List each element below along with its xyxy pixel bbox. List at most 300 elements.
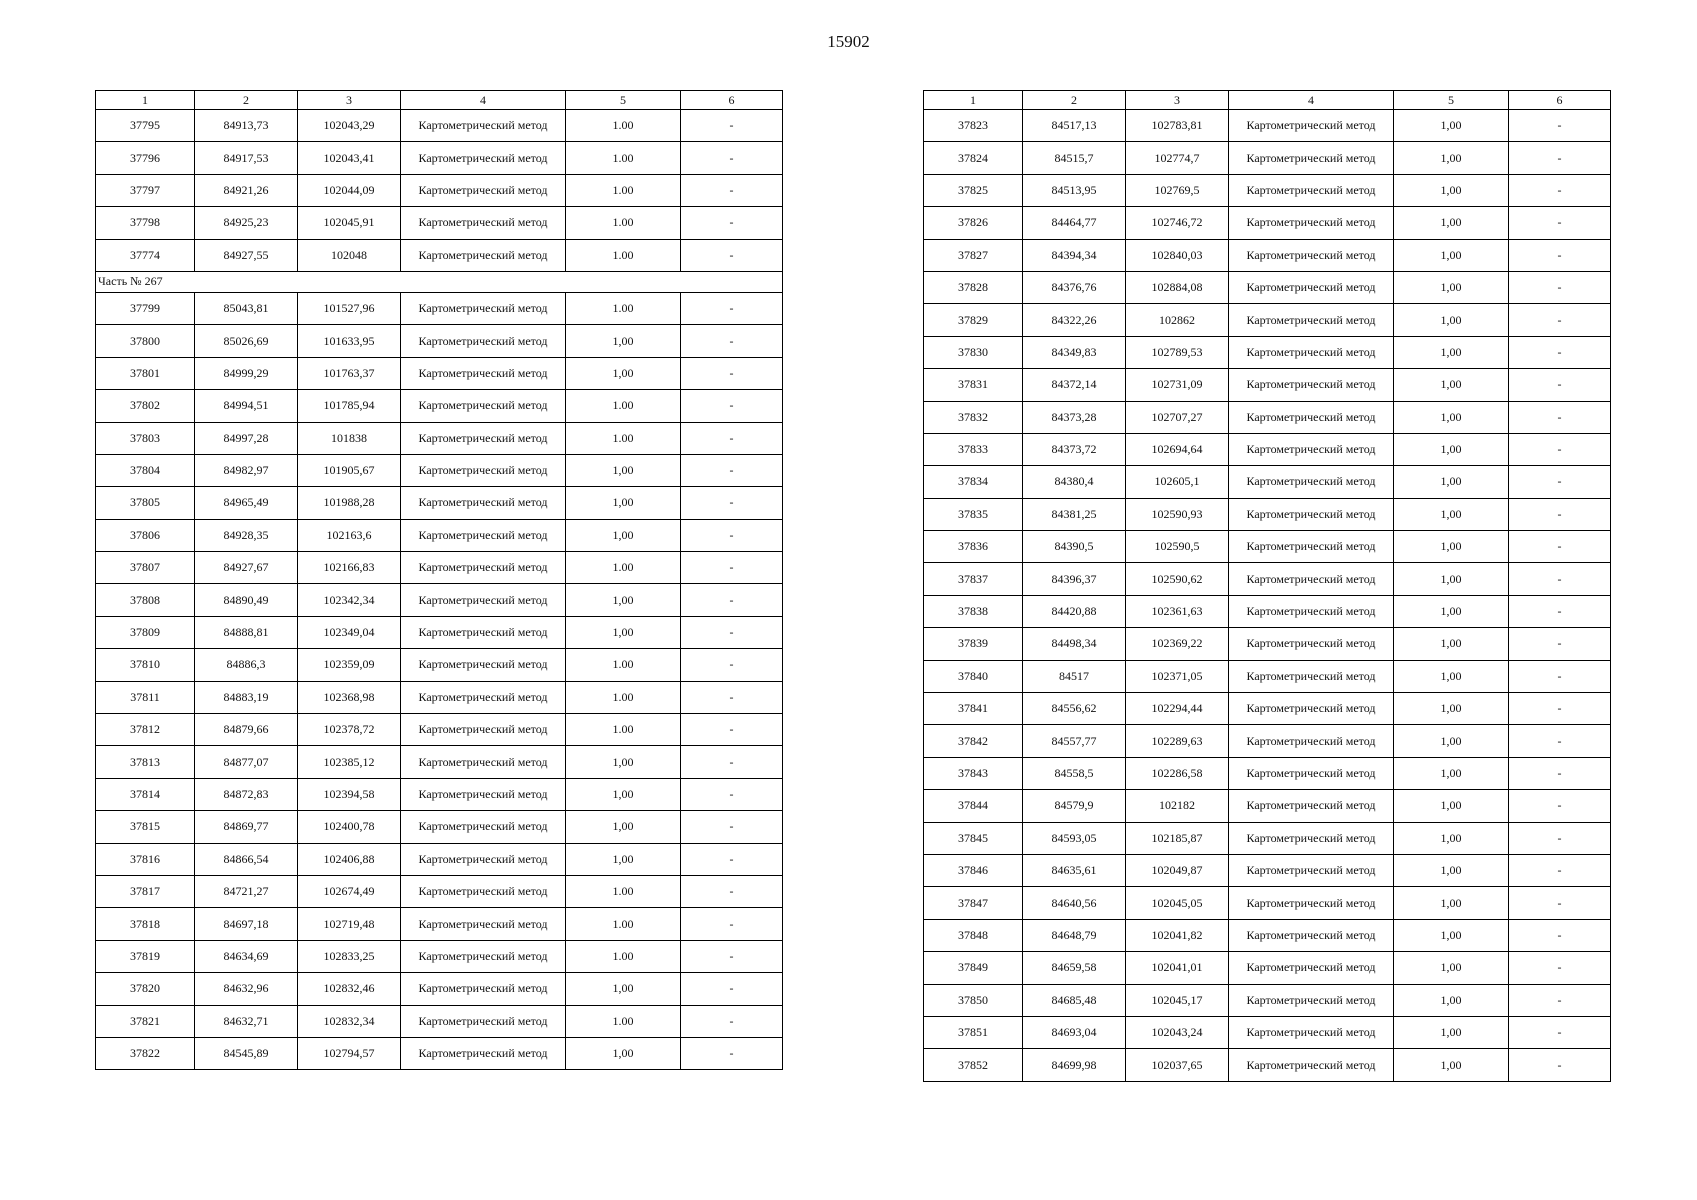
- table-row: [96, 875, 783, 907]
- cell-note: -: [1509, 466, 1611, 498]
- table-row: [96, 487, 783, 519]
- cell-coordinate-x: 84396,37: [1023, 563, 1126, 595]
- cell-accuracy: 1,00: [566, 973, 681, 1005]
- cell-method: Картометрический метод: [401, 908, 566, 940]
- cell-note: -: [1509, 498, 1611, 530]
- table-row: [96, 325, 783, 357]
- table-row: [96, 110, 783, 142]
- cell-point-number: 37805: [96, 487, 195, 519]
- cell-coordinate-x: 84927,55: [195, 239, 298, 271]
- cell-note: -: [1509, 822, 1611, 854]
- cell-note: -: [681, 390, 783, 422]
- column-header-2: 2: [1023, 91, 1126, 110]
- table-row: [96, 746, 783, 778]
- cell-coordinate-y: 102400,78: [298, 811, 401, 843]
- cell-coordinate-x: 84376,76: [1023, 271, 1126, 303]
- cell-coordinate-x: 84721,27: [195, 875, 298, 907]
- cell-coordinate-x: 84928,35: [195, 519, 298, 551]
- cell-point-number: 37806: [96, 519, 195, 551]
- cell-coordinate-y: 102694,64: [1126, 433, 1229, 465]
- cell-note: -: [681, 325, 783, 357]
- column-header-1: 1: [96, 91, 195, 110]
- table-row: [924, 531, 1611, 563]
- cell-method: Картометрический метод: [1229, 952, 1394, 984]
- cell-method: Картометрический метод: [1229, 660, 1394, 692]
- cell-coordinate-x: 84699,98: [1023, 1049, 1126, 1081]
- cell-method: Картометрический метод: [401, 843, 566, 875]
- cell-coordinate-x: 84648,79: [1023, 919, 1126, 951]
- cell-coordinate-y: 101838: [298, 422, 401, 454]
- table-row: [924, 304, 1611, 336]
- cell-coordinate-y: 102731,09: [1126, 369, 1229, 401]
- cell-coordinate-y: 102862: [1126, 304, 1229, 336]
- cell-coordinate-x: 84890,49: [195, 584, 298, 616]
- cell-coordinate-y: 102794,57: [298, 1037, 401, 1069]
- cell-point-number: 37809: [96, 616, 195, 648]
- table-row: [96, 908, 783, 940]
- cell-coordinate-y: 102043,29: [298, 110, 401, 142]
- cell-method: Картометрический метод: [401, 325, 566, 357]
- cell-point-number: 37848: [924, 919, 1023, 951]
- cell-point-number: 37829: [924, 304, 1023, 336]
- cell-note: -: [681, 616, 783, 648]
- cell-note: -: [1509, 239, 1611, 271]
- cell-method: Картометрический метод: [1229, 628, 1394, 660]
- table-row: [924, 757, 1611, 789]
- cell-coordinate-y: 102182: [1126, 790, 1229, 822]
- cell-coordinate-y: 102045,91: [298, 207, 401, 239]
- cell-coordinate-y: 102719,48: [298, 908, 401, 940]
- cell-method: Картометрический метод: [1229, 110, 1394, 142]
- cell-accuracy: 1,00: [566, 584, 681, 616]
- cell-method: Картометрический метод: [1229, 433, 1394, 465]
- cell-coordinate-x: 84877,07: [195, 746, 298, 778]
- cell-coordinate-x: 84982,97: [195, 454, 298, 486]
- cell-point-number: 37837: [924, 563, 1023, 595]
- cell-accuracy: 1,00: [1394, 660, 1509, 692]
- cell-point-number: 37838: [924, 595, 1023, 627]
- cell-note: -: [681, 649, 783, 681]
- cell-note: -: [1509, 142, 1611, 174]
- cell-method: Картометрический метод: [1229, 984, 1394, 1016]
- cell-method: Картометрический метод: [401, 174, 566, 206]
- cell-coordinate-y: 102048: [298, 239, 401, 271]
- cell-note: -: [1509, 207, 1611, 239]
- cell-coordinate-x: 84464,77: [1023, 207, 1126, 239]
- cell-method: Картометрический метод: [1229, 369, 1394, 401]
- cell-coordinate-y: 102746,72: [1126, 207, 1229, 239]
- table-row: [924, 271, 1611, 303]
- cell-point-number: 37808: [96, 584, 195, 616]
- cell-note: -: [681, 207, 783, 239]
- cell-method: Картометрический метод: [401, 519, 566, 551]
- cell-coordinate-y: 102043,41: [298, 142, 401, 174]
- cell-point-number: 37851: [924, 1016, 1023, 1048]
- cell-point-number: 37833: [924, 433, 1023, 465]
- column-header-4: 4: [1229, 91, 1394, 110]
- cell-accuracy: 1,00: [1394, 466, 1509, 498]
- cell-method: Картометрический метод: [1229, 531, 1394, 563]
- cell-method: Картометрический метод: [1229, 1016, 1394, 1048]
- table-row: [924, 984, 1611, 1016]
- cell-coordinate-x: 84372,14: [1023, 369, 1126, 401]
- column-header-5: 5: [1394, 91, 1509, 110]
- cell-coordinate-y: 102359,09: [298, 649, 401, 681]
- cell-accuracy: 1,00: [566, 811, 681, 843]
- cell-accuracy: 1.00: [566, 110, 681, 142]
- table-row: [96, 584, 783, 616]
- table-row: [96, 390, 783, 422]
- cell-coordinate-x: 84925,23: [195, 207, 298, 239]
- page-number: 15902: [827, 32, 870, 51]
- cell-coordinate-x: 84517: [1023, 660, 1126, 692]
- cell-point-number: 37842: [924, 725, 1023, 757]
- table-row: [96, 207, 783, 239]
- cell-method: Картометрический метод: [401, 110, 566, 142]
- cell-coordinate-x: 84380,4: [1023, 466, 1126, 498]
- cell-method: Картометрический метод: [1229, 336, 1394, 368]
- cell-note: -: [1509, 952, 1611, 984]
- table-row: [96, 454, 783, 486]
- column-header-3: 3: [298, 91, 401, 110]
- cell-coordinate-x: 84593,05: [1023, 822, 1126, 854]
- cell-coordinate-y: 102294,44: [1126, 693, 1229, 725]
- table-header: [96, 91, 783, 110]
- cell-method: Картометрический метод: [401, 292, 566, 324]
- cell-note: -: [1509, 790, 1611, 822]
- table-row: [96, 357, 783, 389]
- cell-accuracy: 1,00: [1394, 757, 1509, 789]
- cell-accuracy: 1.00: [566, 1005, 681, 1037]
- column-header-1: 1: [924, 91, 1023, 110]
- table-row: [96, 714, 783, 746]
- cell-coordinate-y: 102045,05: [1126, 887, 1229, 919]
- cell-point-number: 37810: [96, 649, 195, 681]
- part-label: Часть № 267: [96, 271, 783, 292]
- table-row: [924, 725, 1611, 757]
- cell-coordinate-x: 84869,77: [195, 811, 298, 843]
- table-row: [924, 174, 1611, 206]
- table-row: [924, 1016, 1611, 1048]
- cell-note: -: [681, 875, 783, 907]
- cell-point-number: 37840: [924, 660, 1023, 692]
- cell-coordinate-x: 84659,58: [1023, 952, 1126, 984]
- cell-point-number: 37844: [924, 790, 1023, 822]
- cell-method: Картометрический метод: [401, 357, 566, 389]
- cell-method: Картометрический метод: [1229, 563, 1394, 595]
- cell-point-number: 37774: [96, 239, 195, 271]
- cell-coordinate-y: 102342,34: [298, 584, 401, 616]
- cell-coordinate-y: 102590,62: [1126, 563, 1229, 595]
- table-row: [924, 693, 1611, 725]
- cell-note: -: [681, 811, 783, 843]
- cell-coordinate-x: 84888,81: [195, 616, 298, 648]
- table-row: [96, 649, 783, 681]
- table-row: [924, 336, 1611, 368]
- cell-note: -: [1509, 854, 1611, 886]
- cell-coordinate-x: 84999,29: [195, 357, 298, 389]
- cell-coordinate-x: 84921,26: [195, 174, 298, 206]
- cell-coordinate-x: 84322,26: [1023, 304, 1126, 336]
- table-row: [96, 1005, 783, 1037]
- column-header-3: 3: [1126, 91, 1229, 110]
- cell-point-number: 37830: [924, 336, 1023, 368]
- cell-point-number: 37796: [96, 142, 195, 174]
- cell-note: -: [1509, 369, 1611, 401]
- cell-accuracy: 1,00: [1394, 1016, 1509, 1048]
- cell-method: Картометрический метод: [401, 746, 566, 778]
- cell-coordinate-x: 84513,95: [1023, 174, 1126, 206]
- table-row: [96, 174, 783, 206]
- cell-accuracy: 1,00: [566, 746, 681, 778]
- cell-accuracy: 1,00: [1394, 919, 1509, 951]
- cell-note: -: [1509, 304, 1611, 336]
- cell-accuracy: 1.00: [566, 292, 681, 324]
- cell-note: -: [1509, 563, 1611, 595]
- cell-coordinate-y: 102832,34: [298, 1005, 401, 1037]
- cell-method: Картометрический метод: [1229, 919, 1394, 951]
- cell-note: -: [681, 552, 783, 584]
- cell-point-number: 37845: [924, 822, 1023, 854]
- table-row: [924, 595, 1611, 627]
- coordinates-table-right: [923, 90, 1611, 1082]
- table-row: [924, 563, 1611, 595]
- cell-coordinate-x: 84517,13: [1023, 110, 1126, 142]
- cell-coordinate-x: 84866,54: [195, 843, 298, 875]
- cell-coordinate-y: 102286,58: [1126, 757, 1229, 789]
- cell-method: Картометрический метод: [1229, 271, 1394, 303]
- cell-accuracy: 1.00: [566, 714, 681, 746]
- cell-coordinate-x: 84879,66: [195, 714, 298, 746]
- cell-method: Картометрический метод: [1229, 401, 1394, 433]
- cell-point-number: 37817: [96, 875, 195, 907]
- cell-method: Картометрический метод: [1229, 887, 1394, 919]
- table-row: [96, 940, 783, 972]
- table-row: [924, 628, 1611, 660]
- table-row: [924, 207, 1611, 239]
- cell-method: Картометрический метод: [1229, 854, 1394, 886]
- cell-accuracy: 1.00: [566, 875, 681, 907]
- cell-coordinate-y: 102394,58: [298, 778, 401, 810]
- cell-point-number: 37820: [96, 973, 195, 1005]
- table-body: [96, 110, 783, 1070]
- cell-note: -: [1509, 628, 1611, 660]
- table-row: [924, 822, 1611, 854]
- cell-coordinate-x: 84498,34: [1023, 628, 1126, 660]
- cell-coordinate-x: 84913,73: [195, 110, 298, 142]
- cell-accuracy: 1,00: [1394, 401, 1509, 433]
- cell-accuracy: 1,00: [1394, 628, 1509, 660]
- cell-coordinate-y: 102605,1: [1126, 466, 1229, 498]
- cell-coordinate-y: 102406,88: [298, 843, 401, 875]
- cell-note: -: [1509, 660, 1611, 692]
- cell-method: Картометрический метод: [1229, 757, 1394, 789]
- cell-accuracy: 1.00: [566, 681, 681, 713]
- cell-accuracy: 1,00: [1394, 531, 1509, 563]
- table-row: [96, 292, 783, 324]
- cell-note: -: [681, 519, 783, 551]
- cell-point-number: 37843: [924, 757, 1023, 789]
- cell-accuracy: 1,00: [1394, 433, 1509, 465]
- cell-note: -: [1509, 531, 1611, 563]
- cell-method: Картометрический метод: [401, 714, 566, 746]
- table-row: [96, 811, 783, 843]
- cell-point-number: 37839: [924, 628, 1023, 660]
- cell-method: Картометрический метод: [401, 616, 566, 648]
- cell-coordinate-x: 84420,88: [1023, 595, 1126, 627]
- cell-method: Картометрический метод: [401, 778, 566, 810]
- cell-method: Картометрический метод: [1229, 595, 1394, 627]
- cell-note: -: [1509, 401, 1611, 433]
- cell-coordinate-x: 84632,71: [195, 1005, 298, 1037]
- cell-point-number: 37801: [96, 357, 195, 389]
- coordinates-table-left: [95, 90, 783, 1070]
- cell-note: -: [681, 714, 783, 746]
- cell-point-number: 37815: [96, 811, 195, 843]
- cell-method: Картометрический метод: [1229, 142, 1394, 174]
- cell-coordinate-x: 84558,5: [1023, 757, 1126, 789]
- cell-note: -: [1509, 1049, 1611, 1081]
- cell-note: -: [681, 843, 783, 875]
- cell-coordinate-y: 101988,28: [298, 487, 401, 519]
- cell-accuracy: 1.00: [566, 207, 681, 239]
- cell-note: -: [681, 746, 783, 778]
- cell-accuracy: 1,00: [566, 616, 681, 648]
- cell-accuracy: 1,00: [1394, 304, 1509, 336]
- cell-coordinate-x: 84883,19: [195, 681, 298, 713]
- cell-accuracy: 1,00: [566, 454, 681, 486]
- cell-point-number: 37799: [96, 292, 195, 324]
- cell-note: -: [681, 454, 783, 486]
- cell-point-number: 37826: [924, 207, 1023, 239]
- cell-coordinate-x: 84640,56: [1023, 887, 1126, 919]
- cell-note: -: [1509, 693, 1611, 725]
- cell-accuracy: 1,00: [566, 325, 681, 357]
- cell-coordinate-x: 84556,62: [1023, 693, 1126, 725]
- cell-note: -: [1509, 1016, 1611, 1048]
- cell-point-number: 37824: [924, 142, 1023, 174]
- cell-coordinate-x: 84579,9: [1023, 790, 1126, 822]
- cell-coordinate-y: 102840,03: [1126, 239, 1229, 271]
- cell-point-number: 37804: [96, 454, 195, 486]
- cell-coordinate-x: 84697,18: [195, 908, 298, 940]
- cell-note: -: [681, 681, 783, 713]
- cell-note: -: [681, 174, 783, 206]
- cell-point-number: 37795: [96, 110, 195, 142]
- cell-accuracy: 1,00: [1394, 207, 1509, 239]
- cell-note: -: [681, 142, 783, 174]
- cell-coordinate-y: 102774,7: [1126, 142, 1229, 174]
- cell-point-number: 37828: [924, 271, 1023, 303]
- table-row: [924, 919, 1611, 951]
- cell-point-number: 37797: [96, 174, 195, 206]
- cell-coordinate-x: 84693,04: [1023, 1016, 1126, 1048]
- cell-coordinate-y: 102045,17: [1126, 984, 1229, 1016]
- header-row: [924, 91, 1611, 110]
- cell-accuracy: 1.00: [566, 390, 681, 422]
- cell-accuracy: 1,00: [566, 1037, 681, 1069]
- cell-accuracy: 1,00: [1394, 984, 1509, 1016]
- cell-method: Картометрический метод: [1229, 1049, 1394, 1081]
- table-body: [924, 110, 1611, 1082]
- cell-coordinate-y: 101763,37: [298, 357, 401, 389]
- cell-coordinate-y: 102884,08: [1126, 271, 1229, 303]
- cell-coordinate-x: 84557,77: [1023, 725, 1126, 757]
- cell-point-number: 37846: [924, 854, 1023, 886]
- cell-coordinate-y: 101527,96: [298, 292, 401, 324]
- cell-coordinate-y: 102707,27: [1126, 401, 1229, 433]
- cell-method: Картометрический метод: [1229, 207, 1394, 239]
- cell-note: -: [1509, 595, 1611, 627]
- cell-method: Картометрический метод: [1229, 790, 1394, 822]
- table-row: [96, 843, 783, 875]
- cell-accuracy: 1.00: [566, 940, 681, 972]
- cell-accuracy: 1.00: [566, 552, 681, 584]
- cell-point-number: 37816: [96, 843, 195, 875]
- cell-accuracy: 1,00: [1394, 142, 1509, 174]
- cell-accuracy: 1.00: [566, 422, 681, 454]
- cell-note: -: [1509, 725, 1611, 757]
- table-row: [96, 1037, 783, 1069]
- cell-accuracy: 1,00: [566, 357, 681, 389]
- cell-point-number: 37827: [924, 239, 1023, 271]
- cell-accuracy: 1.00: [566, 142, 681, 174]
- cell-accuracy: 1.00: [566, 649, 681, 681]
- table-row: [924, 433, 1611, 465]
- cell-coordinate-x: 84634,69: [195, 940, 298, 972]
- cell-coordinate-y: 102049,87: [1126, 854, 1229, 886]
- cell-coordinate-y: 102368,98: [298, 681, 401, 713]
- cell-coordinate-x: 84349,83: [1023, 336, 1126, 368]
- cell-note: -: [681, 1037, 783, 1069]
- cell-accuracy: 1,00: [1394, 174, 1509, 206]
- cell-point-number: 37831: [924, 369, 1023, 401]
- cell-method: Картометрический метод: [401, 454, 566, 486]
- cell-accuracy: 1,00: [1394, 110, 1509, 142]
- cell-accuracy: 1,00: [566, 519, 681, 551]
- cell-accuracy: 1.00: [566, 239, 681, 271]
- cell-accuracy: 1,00: [1394, 336, 1509, 368]
- cell-point-number: 37798: [96, 207, 195, 239]
- table-row: [96, 422, 783, 454]
- cell-coordinate-x: 84545,89: [195, 1037, 298, 1069]
- cell-method: Картометрический метод: [1229, 498, 1394, 530]
- cell-accuracy: 1.00: [566, 174, 681, 206]
- cell-coordinate-y: 102044,09: [298, 174, 401, 206]
- cell-accuracy: 1,00: [1394, 595, 1509, 627]
- cell-coordinate-y: 102041,01: [1126, 952, 1229, 984]
- cell-note: -: [681, 357, 783, 389]
- cell-coordinate-y: 102037,65: [1126, 1049, 1229, 1081]
- cell-coordinate-x: 85043,81: [195, 292, 298, 324]
- header-row: [96, 91, 783, 110]
- cell-note: -: [681, 110, 783, 142]
- table-row: [924, 466, 1611, 498]
- column-header-5: 5: [566, 91, 681, 110]
- table-row: [96, 973, 783, 1005]
- cell-accuracy: 1,00: [1394, 1049, 1509, 1081]
- cell-accuracy: 1,00: [1394, 854, 1509, 886]
- cell-note: -: [1509, 271, 1611, 303]
- cell-method: Картометрический метод: [401, 552, 566, 584]
- cell-accuracy: 1.00: [566, 908, 681, 940]
- cell-coordinate-x: 84515,7: [1023, 142, 1126, 174]
- cell-note: -: [681, 778, 783, 810]
- cell-note: -: [681, 908, 783, 940]
- cell-coordinate-y: 101905,67: [298, 454, 401, 486]
- cell-accuracy: 1,00: [1394, 271, 1509, 303]
- cell-method: Картометрический метод: [401, 1037, 566, 1069]
